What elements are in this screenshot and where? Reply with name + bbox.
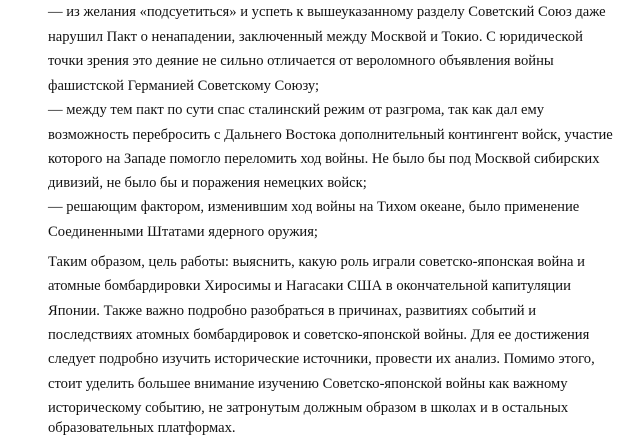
text-line: дивизий, не было бы и поражения немецких войск;	[48, 175, 367, 191]
text-line: Японии. Также важно подробно разобраться в причинах, развитиях событий и	[48, 303, 537, 319]
text-line: которого на Западе помогло переломить ход войны. Не было бы под Москвой сибирских	[48, 151, 600, 167]
text-line: — из желания «подсуетиться» и успеть к вышеуказанному разделу Советский Союз даже	[48, 4, 606, 20]
text-line: стоит уделить большее внимание изучению Советско-японской войны как важному	[48, 376, 568, 392]
text-line: фашистской Германией Советскому Союзу;	[48, 78, 320, 94]
text-line: точки зрения это деяние не сильно отличается от вероломного объявления войны	[48, 53, 554, 69]
text-line: последствиях атомных бомбардировок и советско-японской войны. Для ее достижения	[48, 327, 590, 343]
text-line: образовательных платформах.	[48, 420, 236, 436]
text-line: Соединенными Штатами ядерного оружия;	[48, 224, 318, 240]
text-line: атомные бомбардировки Хиросимы и Нагасаки США в окончательной капитуляции	[48, 278, 571, 294]
text-line: — между тем пакт по сути спас сталинский режим от разгрома, так как дал ему	[48, 102, 545, 118]
text-line: историческому событию, не затронутым должным образом в школах и в остальных	[48, 400, 569, 416]
text-line: нарушил Пакт о ненападении, заключенный между Москвой и Токио. С юридической	[48, 29, 583, 45]
text-line: следует подробно изучить исторические источники, провести их анализ. Помимо этого,	[48, 351, 595, 367]
text-line: Таким образом, цель работы: выяснить, какую роль играли советско-японская война и	[48, 254, 585, 270]
text-line: возможность перебросить с Дальнего Востока дополнительный контингент войск, участие	[48, 127, 613, 143]
text-line: — решающим фактором, изменившим ход войны на Тихом океане, было применение	[48, 199, 580, 215]
